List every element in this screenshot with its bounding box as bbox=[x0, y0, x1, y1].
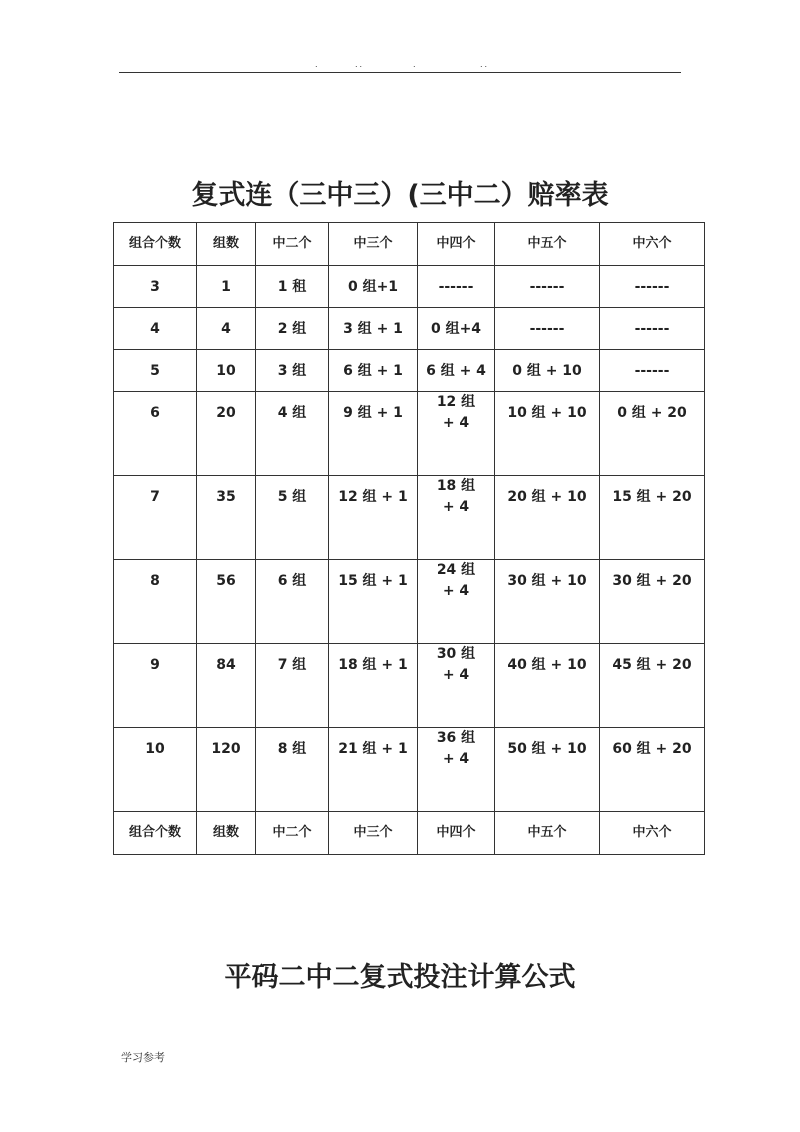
table-cell: 30 组 + 10 bbox=[495, 560, 600, 644]
table-row bbox=[114, 476, 705, 560]
header-cell: 中六个 bbox=[600, 812, 705, 855]
table-cell: 45 组 + 20 bbox=[600, 644, 705, 728]
header-cell: 中二个 bbox=[256, 223, 329, 266]
table-cell: 0 组 + 20 bbox=[600, 392, 705, 476]
header-dot: . bbox=[315, 60, 320, 69]
table-cell: 20 组 + 10 bbox=[495, 476, 600, 560]
table-cell: 7 组 bbox=[256, 644, 329, 728]
table-cell: 8 组 bbox=[256, 728, 329, 812]
table-row bbox=[114, 728, 705, 812]
table-header-row bbox=[114, 223, 705, 266]
table-cell bbox=[418, 728, 495, 812]
page-title: 复式连（三中三）(三中二）赔率表 bbox=[191, 180, 609, 211]
table-cell: 6 组 bbox=[256, 560, 329, 644]
header-cell: 中四个 bbox=[418, 223, 495, 266]
table-cell bbox=[418, 476, 495, 560]
table-cell: 9 组 + 1 bbox=[329, 392, 418, 476]
header-cell: 中三个 bbox=[329, 812, 418, 855]
table-cell-text: 30 组 + 4 bbox=[436, 646, 476, 683]
table-cell: 3 组 + 1 bbox=[329, 308, 418, 350]
header-cell: 中五个 bbox=[495, 223, 600, 266]
table-cell: ------ bbox=[495, 266, 600, 308]
header-dot: . bbox=[413, 60, 418, 69]
table-cell: 9 bbox=[114, 644, 197, 728]
header-cell: 组数 bbox=[197, 812, 256, 855]
table-cell: ------ bbox=[495, 308, 600, 350]
page-footer: 学习参考 bbox=[121, 1051, 165, 1064]
table-cell bbox=[418, 644, 495, 728]
header-cell: 中五个 bbox=[495, 812, 600, 855]
table-cell: 3 组 bbox=[256, 350, 329, 392]
table-cell: 0 组+4 bbox=[418, 308, 495, 350]
table-cell: 4 bbox=[197, 308, 256, 350]
table-row bbox=[114, 308, 705, 350]
table-cell: ------ bbox=[418, 266, 495, 308]
header-cell: 组合个数 bbox=[114, 223, 197, 266]
table-cell: 6 bbox=[114, 392, 197, 476]
odds-table bbox=[113, 222, 705, 855]
header-cell: 组合个数 bbox=[114, 812, 197, 855]
table-footer-row bbox=[114, 812, 705, 855]
table-cell: 6 组 + 4 bbox=[418, 350, 495, 392]
table-cell: 18 组 + 1 bbox=[329, 644, 418, 728]
table-cell bbox=[418, 392, 495, 476]
header-cell: 中二个 bbox=[256, 812, 329, 855]
table-cell: 3 bbox=[114, 266, 197, 308]
table-cell bbox=[418, 560, 495, 644]
table-cell: 4 bbox=[114, 308, 197, 350]
table-row bbox=[114, 266, 705, 308]
table-cell: ------ bbox=[600, 350, 705, 392]
table-cell: 0 组 + 10 bbox=[495, 350, 600, 392]
table-cell: 60 组 + 20 bbox=[600, 728, 705, 812]
table-cell: 0 组+1 bbox=[329, 266, 418, 308]
table-cell-text: 36 组 + 4 bbox=[436, 730, 476, 767]
table-cell-text: 18 组 + 4 bbox=[436, 478, 476, 515]
table-row bbox=[114, 644, 705, 728]
table-row bbox=[114, 392, 705, 476]
table-cell: 40 组 + 10 bbox=[495, 644, 600, 728]
table-cell: 6 组 + 1 bbox=[329, 350, 418, 392]
table-cell: 15 组 + 20 bbox=[600, 476, 705, 560]
table-cell: 2 组 bbox=[256, 308, 329, 350]
table-cell: 1 bbox=[197, 266, 256, 308]
table-cell: 21 组 + 1 bbox=[329, 728, 418, 812]
header-cell: 中三个 bbox=[329, 223, 418, 266]
header-rule bbox=[119, 72, 681, 73]
header-cell: 中四个 bbox=[418, 812, 495, 855]
table-cell: 56 bbox=[197, 560, 256, 644]
table-cell: ------ bbox=[600, 266, 705, 308]
table-cell: 5 bbox=[114, 350, 197, 392]
table-cell: 7 bbox=[114, 476, 197, 560]
table-cell: 20 bbox=[197, 392, 256, 476]
table-cell: 8 bbox=[114, 560, 197, 644]
table-cell: ------ bbox=[600, 308, 705, 350]
table-cell: 30 组 + 20 bbox=[600, 560, 705, 644]
table-cell: 120 bbox=[197, 728, 256, 812]
table-cell-text: 12 组 + 4 bbox=[436, 394, 476, 431]
table-cell: 4 组 bbox=[256, 392, 329, 476]
table-cell: 5 组 bbox=[256, 476, 329, 560]
header-cell: 组数 bbox=[197, 223, 256, 266]
table-cell: 84 bbox=[197, 644, 256, 728]
table-cell: 15 组 + 1 bbox=[329, 560, 418, 644]
table-cell: 10 组 + 10 bbox=[495, 392, 600, 476]
table-cell: 1 租 bbox=[256, 266, 329, 308]
header-dot: .. bbox=[355, 60, 365, 69]
table-cell: 10 bbox=[114, 728, 197, 812]
section-title: 平码二中二复式投注计算公式 bbox=[224, 962, 576, 993]
table-cell: 12 组 + 1 bbox=[329, 476, 418, 560]
header-cell: 中六个 bbox=[600, 223, 705, 266]
table-row bbox=[114, 350, 705, 392]
table-cell: 10 bbox=[197, 350, 256, 392]
header-dot: .. bbox=[480, 60, 490, 69]
table-cell: 50 组 + 10 bbox=[495, 728, 600, 812]
table-cell-text: 24 组 + 4 bbox=[436, 562, 476, 599]
table-row bbox=[114, 560, 705, 644]
table-cell: 35 bbox=[197, 476, 256, 560]
